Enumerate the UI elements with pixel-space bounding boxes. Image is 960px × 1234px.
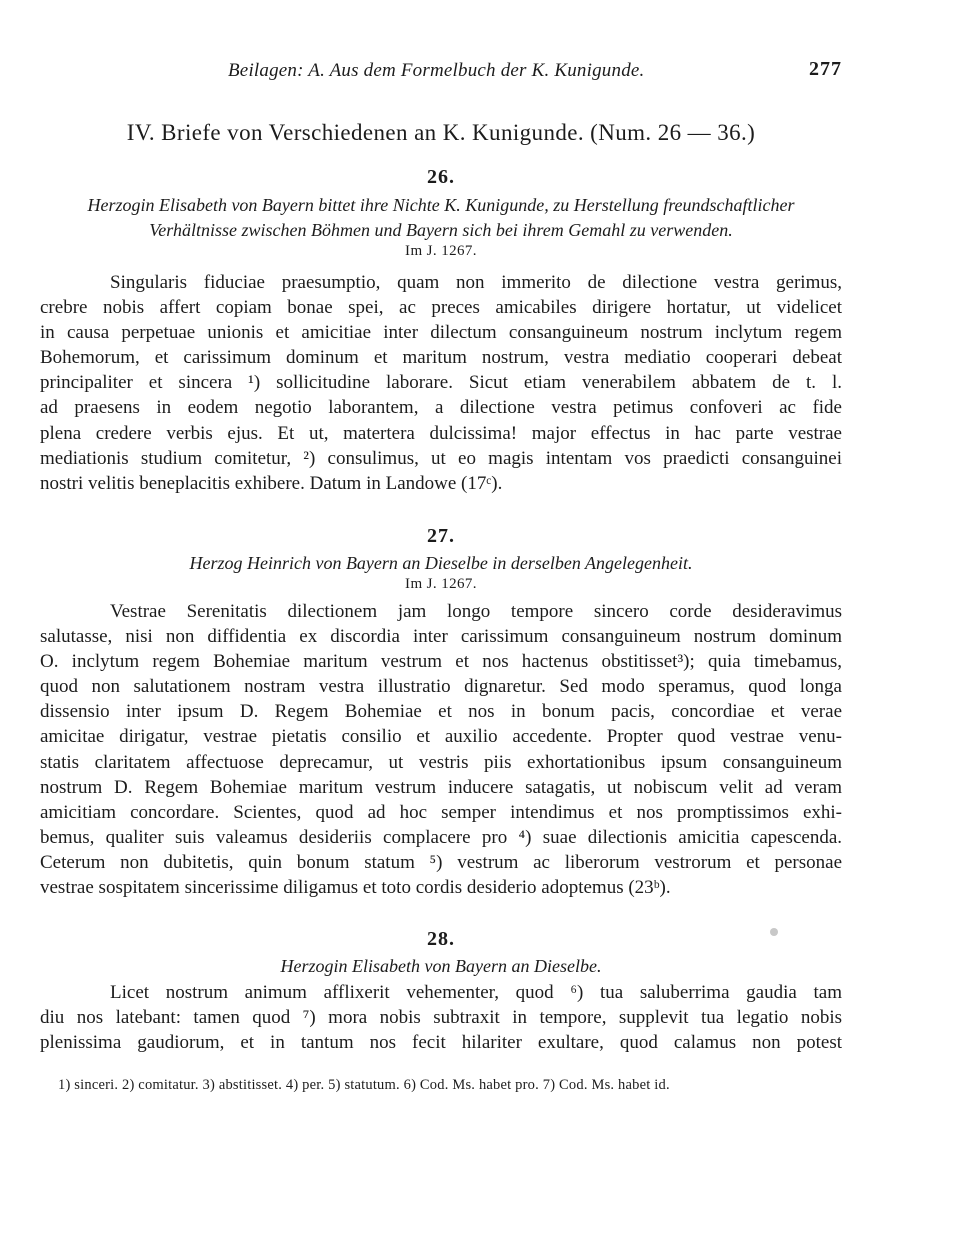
text-line: principaliter et sincera ¹) sollicitudine laborare. Sicut etiam venerabilem abbatem de t. l. (40, 372, 842, 394)
text-line: Ceterum non dubitetis, quin bonum statum ⁵) vestrum ac liberorum vestrorum et personae (40, 851, 842, 873)
text-line: statis claritatem affectuose deprecamur, ut vestris piis exhortationibus ipsum consanguineum (40, 751, 842, 773)
text-line: dissensio inter ipsum D. Regem Bohemiae et nos in bonum pacis, concordiae et verae (40, 701, 842, 723)
text-line: nostri velitis beneplacitis exhibere. Datum in Landowe (17ᶜ). (40, 472, 503, 494)
rubric-line: Verhältnisse zwischen Böhmen und Bayern sich bei ihrem Gemahl zu verwenden. (149, 220, 733, 240)
text-line: ad praesens in eodem negotio laborantem, a dilectione vestra petimus confoveri ac fide (40, 397, 842, 419)
text-line: salutasse, nisi non diffidentia ex discordia inter carissimum consanguineum nostrum dominum (40, 626, 842, 648)
document-body (40, 270, 842, 496)
document-date: Im J. 1267. (405, 243, 477, 259)
document-rubric (40, 193, 842, 243)
text-line: plenissima gaudiorum, et in tantum nos fecit hilariter exultare, quod calamus non potest (40, 1032, 842, 1054)
text-line: Singularis fiduciae praesumptio, quam non immerito de dilectione vestra gerimus, (110, 272, 842, 293)
rubric-line: Herzog Heinrich von Bayern an Dieselbe in derselben Angelegenheit. (189, 553, 693, 573)
footnotes: 1) sinceri. 2) comitatur. 3) abstitisset. 4) per. 5) statutum. 6) Cod. Ms. habet pro. 7) Cod. Ms. habet id. (58, 1077, 670, 1093)
document-number: 28. (427, 928, 455, 950)
document-rubric (40, 954, 842, 979)
text-line: diu nos latebant: tamen quod ⁷) mora nobis subtraxit in tempore, supplevit tua legatio nobis (40, 1007, 842, 1029)
document-number: 26. (427, 166, 455, 188)
text-line: crebre nobis affert copiam bonae spei, ac preces amicabiles dirigere hortatur, ut videlicet (40, 297, 842, 319)
running-title: Beilagen: A. Aus dem Formelbuch der K. Kunigunde. (228, 60, 645, 81)
text-line: Bohemorum, et carissimum dominum et maritum nostrum, vestra mediatio cooperari debeat (40, 347, 842, 369)
text-line: in causa perpetuae unionis et amicitiae inter dilectum consanguineum nostrum inclytum regem (40, 322, 842, 344)
document-rubric (40, 551, 842, 576)
text-line: Vestrae Serenitatis dilectionem jam longo tempore sincero corde desideravimus (110, 601, 842, 622)
text-line: amicitiam concordare. Scientes, quod ad hoc semper intendimus et nos promptissimos exhi- (40, 801, 842, 823)
running-head (40, 58, 842, 88)
section-heading: IV. Briefe von Verschiedenen an K. Kunigunde. (Num. 26 — 36.) (126, 120, 756, 145)
text-line: plena credere verbis ejus. Et ut, matertera dulcissima! major effectus in hac parte vestrae (40, 422, 842, 444)
text-line: vestrae sospitatem sincerissime diligamus et toto cordis desiderio adoptemus (23ᵇ). (40, 877, 671, 899)
rubric-line: Herzogin Elisabeth von Bayern bittet ihre Nichte K. Kunigunde, zu Herstellung freundschaftlicher (87, 195, 795, 215)
document-number: 27. (427, 525, 455, 547)
document-body (40, 599, 842, 900)
text-line: mediationis studium comitetur, ²) consulimus, ut eo magis intentam vos praedicti consanguinei (40, 447, 842, 469)
text-line: quod non salutationem nostram vestra illustratio dignaretur. Sed modo speramus, quod longa (40, 676, 842, 698)
text-line: amicitae dirigatur, vestrae pietatis consilio et auxilio accedente. Propter quod vestrae venu- (40, 726, 842, 748)
page-number: 277 (809, 58, 842, 80)
text-line: Licet nostrum animum afflixerit vehementer, quod ⁶) tua saluberrima gaudia tam (110, 982, 842, 1003)
text-line: O. inclytum regem Bohemiae maritum vestrum et nos hactenus obstitisset³); quia timebamus, (40, 651, 842, 673)
rubric-line: Herzogin Elisabeth von Bayern an Dieselbe. (280, 956, 602, 976)
paper-smudge (770, 928, 778, 936)
text-line: bemus, qualiter suis valeamus desideriis complacere pro ⁴) suae dilectionis amicitia capescenda. (40, 826, 842, 848)
document-body (40, 980, 842, 1055)
document-date: Im J. 1267. (405, 576, 477, 592)
text-line: nostrum D. Regem Bohemiae maritum vestrum inducere satagatis, ut nobiscum velit ad veram (40, 776, 842, 798)
